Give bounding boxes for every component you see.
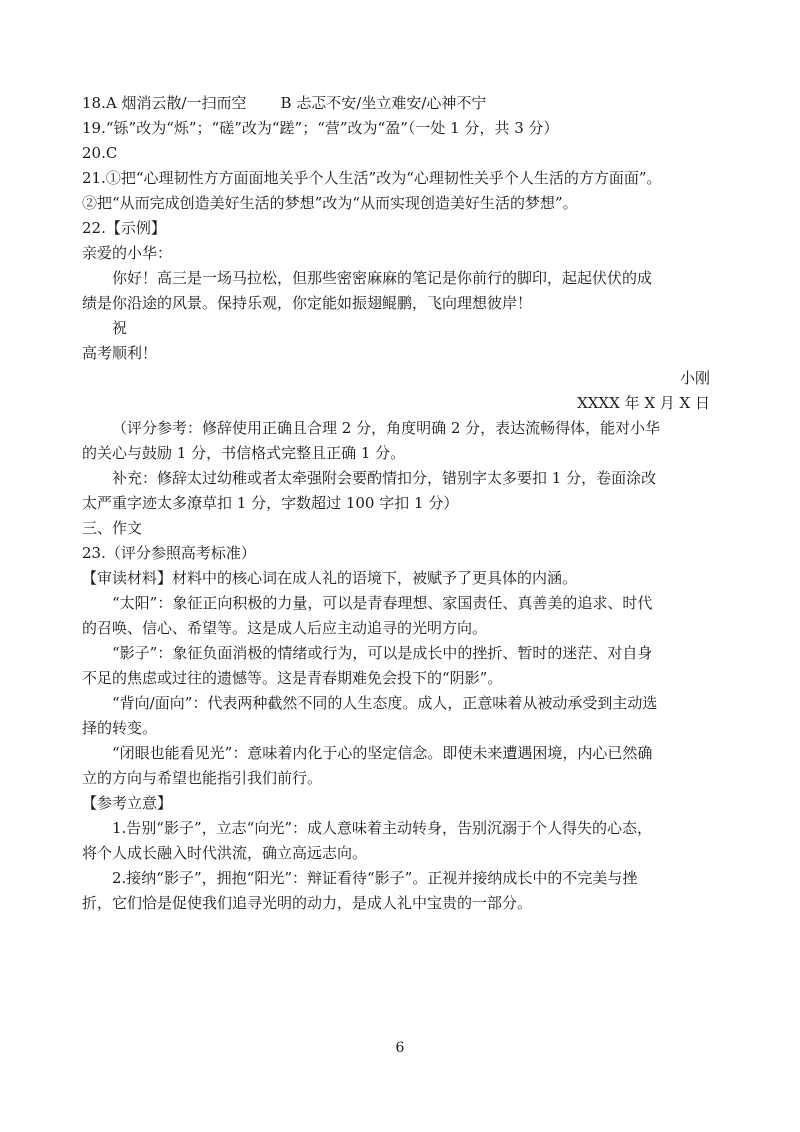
letter-salutation: 亲爱的小华： bbox=[82, 244, 173, 262]
letter-signature: 小刚 bbox=[679, 369, 710, 387]
scoring-line-1: （评分参考：修辞使用正确且合理 2 分，角度明确 2 分，表达流畅得体，能对小华 bbox=[112, 419, 661, 437]
answer-18 bbox=[82, 92, 722, 114]
face-line-2: 择的转变。 bbox=[82, 719, 158, 737]
answer-20: 20.C bbox=[82, 144, 118, 162]
letter-wish-2: 高考顺利！ bbox=[82, 344, 158, 362]
letter-body-line-2: 绩是你沿途的风景。保持乐观，你定能如振翅鲲鹏，飞向理想彼岸！ bbox=[82, 294, 533, 312]
shadow-line-1: “影子”：象征负面消极的情绪或行为，可以是成长中的挫折、暂时的迷茫、对自身 bbox=[112, 644, 653, 662]
answer-22-title: 22.【示例】 bbox=[82, 219, 166, 237]
sun-line-1: “太阳”：象征正向积极的力量，可以是青春理想、家国责任、真善美的追求、时代 bbox=[112, 594, 653, 612]
supplement-line-2: 太严重字迹太多潦草扣 1 分，字数超过 100 字扣 1 分） bbox=[82, 494, 459, 512]
scoring-line-2: 的关心与鼓励 1 分，书信格式完整且正确 1 分。 bbox=[82, 444, 406, 462]
answer-21-part-2: ②把“从而完成创造美好生活的梦想”改为“从而实现创造美好生活的梦想”。 bbox=[82, 194, 578, 212]
reference-1-line-1: 1.告别“影子”，立志“向光”：成人意味着主动转身，告别沉溺于个人得失的心态， bbox=[112, 819, 652, 837]
page-number: 6 bbox=[395, 1040, 405, 1056]
answer-18-b: B 忐忑不安/坐立难安/心神不宁 bbox=[280, 94, 487, 112]
shadow-line-2: 不足的焦虑或过往的遗憾等。这是青春期难免会投下的“阴影”。 bbox=[82, 669, 503, 687]
letter-date: XXXX 年 X 月 X 日 bbox=[577, 394, 710, 412]
reference-2-line-2: 折，它们恰是促使我们追寻光明的动力，是成人礼中宝贵的一部分。 bbox=[82, 894, 533, 912]
answer-19: 19.“铄”改为“烁”；“磋”改为“蹉”；“营”改为“盈”（一处 1 分，共 3 分） bbox=[82, 119, 559, 137]
section-3-heading: 三、作文 bbox=[82, 519, 143, 537]
eyes-line-2: 立的方向与希望也能指引我们前行。 bbox=[82, 769, 323, 787]
material-analysis: 【审读材料】材料中的核心词在成人礼的语境下，被赋予了更具体的内涵。 bbox=[82, 569, 578, 587]
sun-line-2: 的召唤、信心、希望等。这是成人后应主动追寻的光明方向。 bbox=[82, 619, 488, 637]
supplement-line-1: 补充：修辞太过幼稚或者太牵强附会要酌情扣分，错别字太多要扣 1 分，卷面涂改 bbox=[112, 469, 657, 487]
answer-23: 23.（评分参照高考标准） bbox=[82, 544, 256, 562]
face-line-1: “背向/面向”：代表两种截然不同的人生态度。成人，正意味着从被动承受到主动选 bbox=[112, 694, 658, 712]
reference-2-line-1: 2.接纳“影子”，拥抱“阳光”：辩证看待“影子”。正视并接纳成长中的不完美与挫 bbox=[112, 869, 638, 887]
letter-body-line-1: 你好！高三是一场马拉松，但那些密密麻麻的笔记是你前行的脚印，起起伏伏的成 bbox=[112, 269, 653, 287]
letter-wish: 祝 bbox=[112, 319, 128, 337]
answer-21-part-1: 21.①把“心理韧性方方面面地关乎个人生活”改为“心理韧性关乎个人生活的方方面面”。 bbox=[82, 169, 662, 187]
reference-title: 【参考立意】 bbox=[82, 794, 173, 812]
eyes-line-1: “闭眼也能看见光”：意味着内化于心的坚定信念。即使未来遭遇困境，内心已然确 bbox=[112, 744, 653, 762]
answer-18-a: 18.A 烟消云散/一扫而空 bbox=[82, 94, 247, 112]
reference-1-line-2: 将个人成长融入时代洪流，确立高远志向。 bbox=[82, 844, 368, 862]
